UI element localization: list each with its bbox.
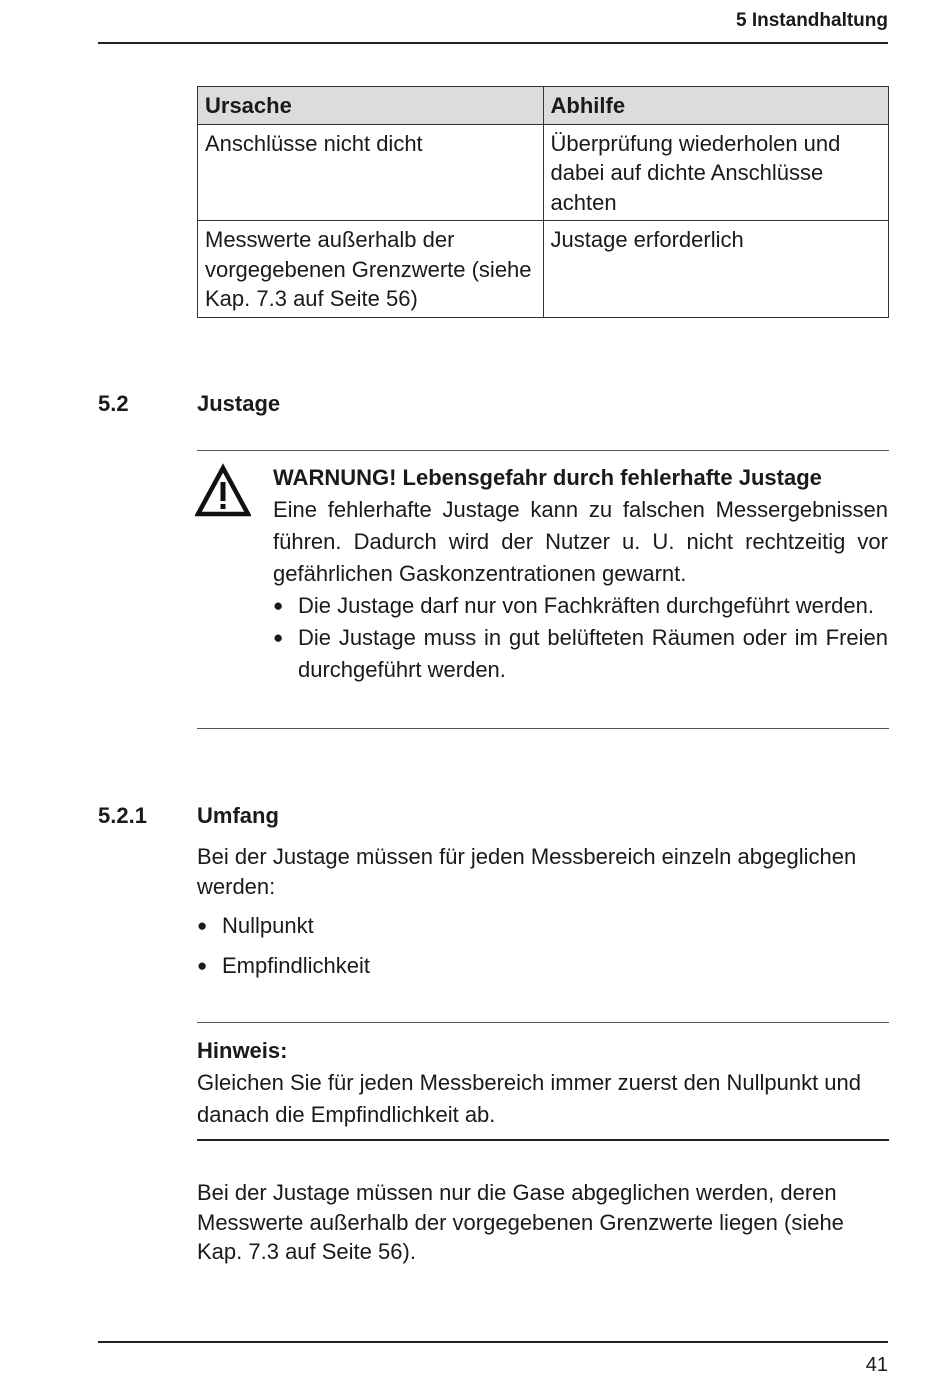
scope-intro: Bei der Justage müssen für jeden Messbereich einzeln abgeglichen werden: — [197, 844, 857, 899]
cause-remedy-table — [197, 86, 889, 318]
note-text: Gleichen Sie für jeden Messbereich immer zuerst den Nullpunkt und danach die Empfindlichkeit ab. — [197, 1070, 861, 1127]
column-header-remedy: Abhilfe — [543, 87, 889, 125]
list-item: ● Empfindlichkeit — [197, 951, 889, 981]
note-block — [197, 1035, 889, 1131]
table-row — [198, 124, 889, 221]
warning-top-rule — [197, 450, 889, 451]
subsection-title: Umfang — [197, 803, 279, 828]
running-header: 5 Instandhaltung — [736, 10, 888, 31]
scope-list — [197, 911, 889, 991]
list-item: ● Die Justage darf nur von Fachkräften durchgeführt werden. — [273, 590, 888, 622]
warning-title: WARNUNG! Lebensgefahr durch fehlerhafte Justage — [273, 465, 822, 490]
list-item: ● Die Justage muss in gut belüfteten Räumen oder im Freien durchgeführt werden. — [273, 622, 888, 686]
warning-block — [273, 462, 888, 686]
note-top-rule — [197, 1022, 889, 1023]
closing-paragraph: Bei der Justage müssen nur die Gase abgeglichen werden, deren Messwerte außerhalb der vorgegebenen Grenzwerte liegen (siehe Kap. 7.3 auf Seite 56). — [197, 1180, 844, 1264]
table-row — [198, 221, 889, 318]
warning-bottom-rule — [197, 728, 889, 729]
footer-rule — [98, 1341, 888, 1343]
table-cell-remedy: Justage erforderlich — [543, 221, 889, 318]
table-cell-remedy: Überprüfung wiederholen und dabei auf dichte Anschlüsse achten — [543, 124, 889, 221]
list-item: ● Nullpunkt — [197, 911, 889, 941]
header-rule — [98, 42, 888, 44]
table-cell-cause: Messwerte außerhalb der vorgegebenen Grenzwerte (siehe Kap. 7.3 auf Seite 56) — [198, 221, 544, 318]
warning-text: Eine fehlerhafte Justage kann zu falschen Messergebnissen führen. Dadurch wird der Nutzer u. U. nicht rechtzeitig vor gefährlichen Gaskonzentrationen gewarnt. — [273, 497, 888, 586]
page-number: 41 — [865, 1354, 888, 1376]
note-bottom-rule — [197, 1139, 889, 1141]
subsection-number: 5.2.1 — [98, 803, 147, 828]
table-header-row — [198, 87, 889, 125]
warning-triangle-icon — [195, 463, 251, 519]
warning-bullet-list — [273, 590, 888, 686]
note-title: Hinweis: — [197, 1038, 288, 1063]
section-number: 5.2 — [98, 391, 129, 416]
column-header-cause: Ursache — [198, 87, 544, 125]
section-title: Justage — [197, 391, 281, 416]
table-cell-cause: Anschlüsse nicht dicht — [198, 124, 544, 221]
